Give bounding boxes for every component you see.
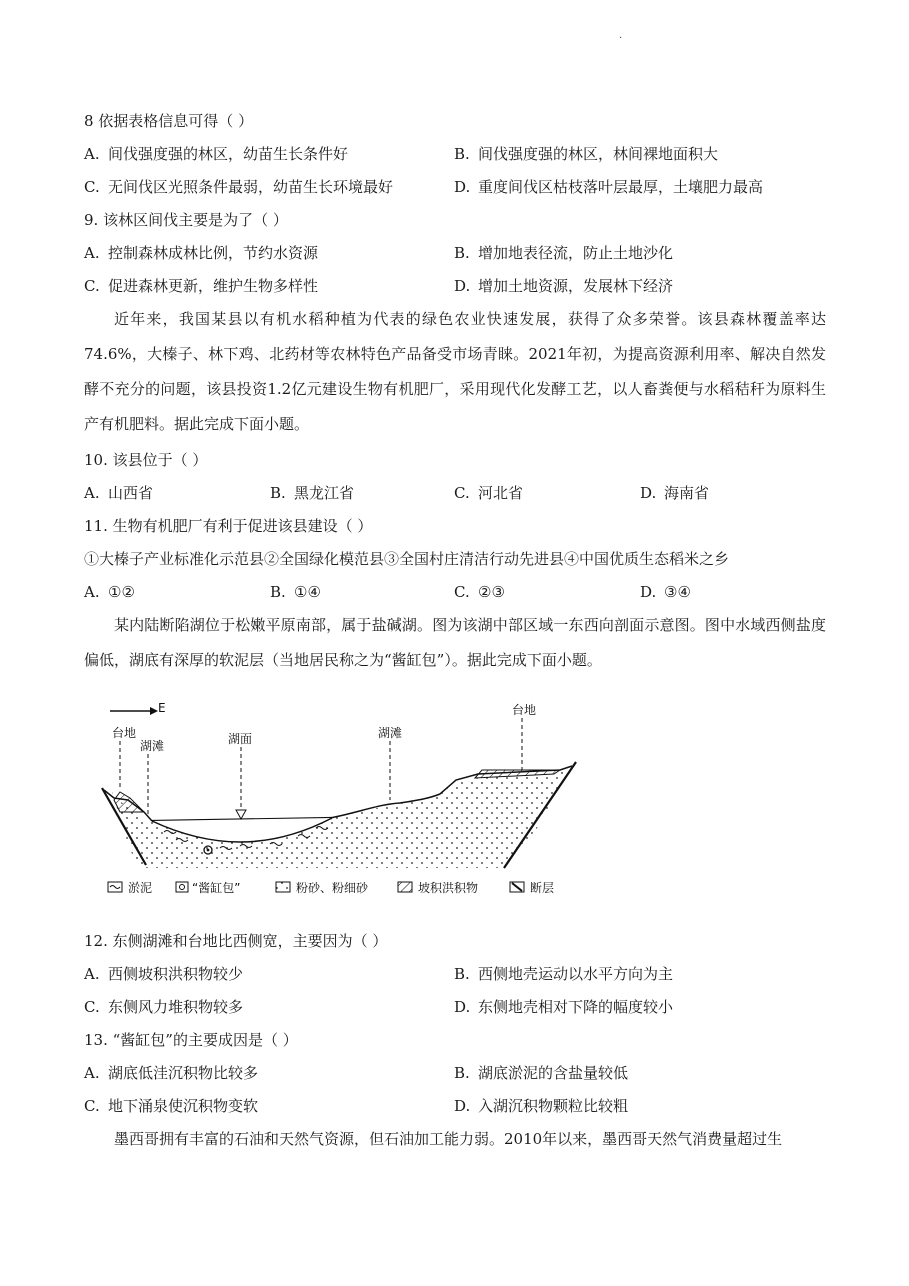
label-tai-di-right: 台地 <box>512 703 537 717</box>
legend-slope-flood-deposit: 坡积洪积物 <box>418 881 479 895</box>
option-text: ③④ <box>664 583 691 601</box>
option-label: D. <box>454 277 471 295</box>
option-label: C. <box>84 998 100 1016</box>
option-text: 山西省 <box>108 484 154 502</box>
option-label: A. <box>84 965 100 983</box>
label-hu-mian: 湖面 <box>228 732 253 746</box>
legend-silt-sand: 粉砂、粉细砂 <box>296 881 369 895</box>
question-13-stem: 13. “酱缸包”的主要成因是（ ） <box>84 1031 298 1049</box>
label-hu-tan-right: 湖滩 <box>378 726 403 740</box>
question-11-stem: 11. 生物有机肥厂有利于促进该县建设（ ） <box>84 517 373 535</box>
option-text: 湖底淤泥的含盐量较低 <box>478 1064 629 1082</box>
option-label: A. <box>84 1064 100 1082</box>
fault-icon-glyph <box>512 883 522 891</box>
question-12-option-b[interactable] <box>454 963 673 985</box>
silt-sand-icon <box>276 882 290 892</box>
question-12-option-a[interactable] <box>84 963 243 985</box>
option-label: B. <box>454 965 470 983</box>
question-8-option-a[interactable] <box>84 143 348 165</box>
header-dot: . <box>619 30 623 41</box>
question-8-stem: 8 依据表格信息可得（ ） <box>84 112 254 130</box>
option-text: 控制森林成林比例，节约水资源 <box>108 244 319 262</box>
option-label: A. <box>84 244 100 262</box>
question-8-option-c[interactable] <box>84 176 393 198</box>
option-text: 间伐强度强的林区，幼苗生长条件好 <box>108 145 349 163</box>
question-9-option-a[interactable] <box>84 242 318 264</box>
legend-silt: 淤泥 <box>128 881 153 895</box>
question-10-stem: 10. 该县位于（ ） <box>84 451 208 469</box>
option-text: 入湖沉积物颗粒比较粗 <box>478 1097 629 1115</box>
option-text: 增加土地资源，发展林下经济 <box>478 277 674 295</box>
option-label: A. <box>84 583 100 601</box>
option-label: D. <box>640 484 657 502</box>
silt-icon-glyph <box>110 886 120 889</box>
question-9-stem: 9. 该林区间伐主要是为了（ ） <box>84 211 288 229</box>
figure-legend <box>108 880 554 895</box>
water-level-arrow-icon <box>236 810 246 819</box>
question-9-option-d[interactable] <box>454 275 673 297</box>
option-label: C. <box>84 178 100 196</box>
option-text: 间伐强度强的林区，林间裸地面积大 <box>478 145 719 163</box>
passage-1 <box>84 302 826 442</box>
option-text: 西侧地壳运动以水平方向为主 <box>478 965 674 983</box>
option-text: 西侧坡积洪积物较少 <box>108 965 244 983</box>
question-13-option-a[interactable] <box>84 1062 258 1084</box>
question-10-option-b[interactable] <box>270 482 354 504</box>
direction-arrow-icon <box>110 707 158 715</box>
question-10-option-a[interactable] <box>84 482 153 504</box>
question-12-stem: 12. 东侧湖滩和台地比西侧宽，主要因为（ ） <box>84 932 388 950</box>
passage-2 <box>84 608 826 678</box>
question-12-option-d[interactable] <box>454 996 673 1018</box>
question-12-option-c[interactable] <box>84 996 243 1018</box>
label-tai-di-left: 台地 <box>112 726 137 740</box>
question-11-statements: ①大榛子产业标准化示范县②全国绿化模范县③全国村庄清洁行动先进县④中国优质生态稻米之乡 <box>84 550 730 568</box>
question-11-option-d[interactable] <box>640 581 691 603</box>
passage-3 <box>84 1122 826 1157</box>
option-text: ①② <box>108 583 135 601</box>
passage-1-text: 近年来，我国某县以有机水稻种植为代表的绿色农业快速发展，获得了众多荣誉。该县森林覆盖率达74.6%，大榛子、林下鸡、北药材等农林特色产品备受市场青睐。2021年初，为提高资源利用率、解决自然发酵不充分的问题，该县投资1.2亿元建设生物有机肥厂，采用现代化发酵工艺，以人畜粪便与水稻秸秆为原料生产有机肥料。据此完成下面小题。 <box>84 310 826 433</box>
label-hu-tan-left: 湖滩 <box>140 739 165 753</box>
question-9-option-c[interactable] <box>84 275 318 297</box>
option-label: C. <box>454 583 470 601</box>
jianggangbao-icon <box>176 882 188 892</box>
jianggangbao-icon-glyph <box>180 885 185 890</box>
passage-3-text: 墨西哥拥有丰富的石油和天然气资源，但石油加工能力弱。2010年以来，墨西哥天然气消费量超过生 <box>114 1130 783 1148</box>
option-label: D. <box>640 583 657 601</box>
option-text: 增加地表径流，防止土地沙化 <box>478 244 674 262</box>
direction-label: E <box>158 701 166 715</box>
option-label: A. <box>84 145 100 163</box>
question-13-option-c[interactable] <box>84 1095 258 1117</box>
option-label: B. <box>454 145 470 163</box>
legend-fault: 断层 <box>530 881 555 895</box>
option-text: ②③ <box>478 583 505 601</box>
question-11-option-b[interactable] <box>270 581 321 603</box>
option-label: B. <box>454 244 470 262</box>
option-text: 无间伐区光照条件最弱，幼苗生长环境最好 <box>108 178 394 196</box>
question-13-option-b[interactable] <box>454 1062 628 1084</box>
question-13-option-d[interactable] <box>454 1095 628 1117</box>
option-label: B. <box>270 484 286 502</box>
silt-sand-layer <box>112 768 570 868</box>
option-label: B. <box>454 1064 470 1082</box>
option-text: 河北省 <box>478 484 524 502</box>
option-label: A. <box>84 484 100 502</box>
option-text: 促进森林更新，维护生物多样性 <box>108 277 319 295</box>
option-text: 东侧风力堆积物较多 <box>108 998 244 1016</box>
option-label: D. <box>454 1097 471 1115</box>
cross-section-diagram <box>100 700 580 900</box>
option-label: D. <box>454 998 471 1016</box>
option-label: C. <box>84 277 100 295</box>
option-label: D. <box>454 178 471 196</box>
option-text: 湖底低洼沉积物比较多 <box>108 1064 259 1082</box>
option-text: 东侧地壳相对下降的幅度较小 <box>478 998 674 1016</box>
option-label: C. <box>84 1097 100 1115</box>
question-10-option-d[interactable] <box>640 482 709 504</box>
option-text: 重度间伐区枯枝落叶层最厚，土壤肥力最高 <box>478 178 764 196</box>
legend-jianggangbao: “酱缸包” <box>192 881 241 895</box>
passage-2-text: 某内陆断陷湖位于松嫩平原南部，属于盐碱湖。图为该湖中部区域一东西向剖面示意图。图中水域西侧盐度偏低，湖底有深厚的软泥层（当地居民称之为“酱缸包”）。据此完成下面小题。 <box>84 616 826 669</box>
option-text: 地下涌泉使沉积物变软 <box>108 1097 259 1115</box>
slope-flood-deposit-icon <box>398 882 412 892</box>
question-11-option-c[interactable] <box>454 581 505 603</box>
option-text: 海南省 <box>664 484 710 502</box>
question-8-option-b[interactable] <box>454 143 718 165</box>
option-text: ①④ <box>294 583 321 601</box>
question-10-option-c[interactable] <box>454 482 523 504</box>
option-label: B. <box>270 583 286 601</box>
option-text: 黑龙江省 <box>294 484 355 502</box>
question-11-option-a[interactable] <box>84 581 135 603</box>
lake-cross-section-figure <box>100 700 580 900</box>
question-9-option-b[interactable] <box>454 242 673 264</box>
option-label: C. <box>454 484 470 502</box>
question-8-option-d[interactable] <box>454 176 763 198</box>
